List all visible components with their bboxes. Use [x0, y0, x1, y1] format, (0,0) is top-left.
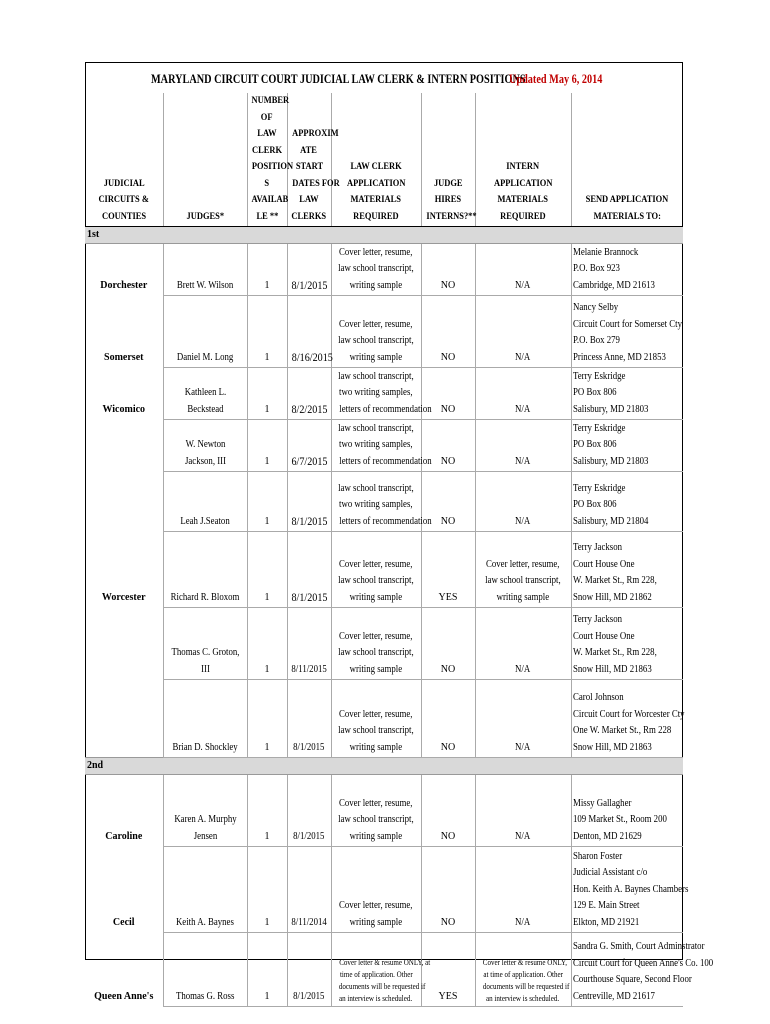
judge-cell: [163, 244, 247, 296]
materials-line: two writing samples,: [339, 499, 413, 510]
intern-line: at time of application. Other: [483, 970, 563, 979]
send-to-line: Terry Jackson: [572, 614, 622, 625]
materials-cell: [331, 847, 421, 933]
intern-line: N/A: [515, 663, 531, 675]
intern-line: N/A: [515, 455, 531, 467]
materials-line: writing sample: [349, 591, 403, 603]
materials-line: letters of recommendation: [338, 455, 432, 467]
materials-line: writing sample: [349, 830, 403, 842]
start-date: 6/7/2015: [291, 455, 327, 468]
table-row: [85, 532, 683, 608]
send-to-line: Snow Hill, MD 21863: [572, 663, 652, 675]
county-cell: Caroline: [105, 831, 143, 842]
materials-line: writing sample: [349, 351, 403, 363]
start-date: 8/11/2015: [291, 663, 327, 675]
positions-cell: 1: [247, 532, 287, 608]
intern-line: N/A: [515, 916, 531, 928]
send-to-cell: [571, 775, 683, 847]
positions-table: [85, 93, 713, 1007]
materials-cell: [331, 472, 432, 532]
judge-name: Karen A. Murphy Jensen: [173, 814, 237, 842]
send-to-line: PO Box 806: [572, 439, 617, 450]
positions-cell: 1: [247, 933, 287, 1007]
judge-cell: [163, 933, 247, 1007]
materials-line: Cover letter, resume,: [339, 318, 413, 330]
table-row: [85, 420, 683, 472]
send-to-line: Terry Eskridge: [572, 370, 625, 382]
positions-cell: 1: [247, 608, 287, 680]
intern-cell: [475, 472, 571, 532]
intern-line: an interview is scheduled.: [486, 994, 560, 1003]
judge-name: Kathleen L. Beckstead: [184, 387, 226, 415]
send-to-line: Sandra G. Smith, Court Adminstrator: [572, 941, 705, 952]
updated-date: Updated May 6, 2014: [509, 72, 603, 86]
start-date-cell: [287, 847, 331, 933]
send-to-cell: [571, 608, 683, 680]
intern-cell: [475, 608, 571, 680]
materials-line: letters of recommendation: [338, 403, 432, 415]
judge-cell: [163, 847, 247, 933]
intern-cell: [475, 680, 571, 758]
judge-name: Keith A. Baynes: [176, 916, 234, 928]
judge-name: Leah J.Seaton: [180, 515, 230, 527]
send-to-line: Salisbury, MD 21803: [572, 403, 648, 415]
judge-cell: [163, 532, 247, 608]
col-intern: [475, 93, 571, 227]
header-circuits-line: CIRCUITS &: [98, 194, 149, 205]
header-hires-line: JUDGE: [433, 177, 463, 189]
start-date: 8/16/2015: [291, 351, 333, 364]
header-circuits-line: JUDICIAL: [103, 177, 145, 189]
header-intern-line: INTERN: [506, 161, 540, 172]
materials-cell: [331, 775, 421, 847]
header-hires-line: HIRES: [434, 194, 462, 205]
send-to-line: Hon. Keith A. Baynes Chambers: [572, 883, 688, 895]
page-title: MARYLAND CIRCUIT COURT JUDICIAL LAW CLERK & INTERN POSITIONS: [151, 72, 526, 86]
header-start-line: DATES FOR: [291, 177, 340, 189]
hires-cell: NO: [421, 244, 475, 296]
positions-cell: 1: [247, 472, 287, 532]
section-label: 2nd: [85, 758, 683, 775]
materials-line: Cover letter, resume,: [339, 708, 413, 720]
materials-line: an interview is scheduled.: [339, 994, 413, 1003]
send-to-line: One W. Market St., Rm 228: [572, 725, 671, 736]
send-to-line: Salisbury, MD 21803: [572, 455, 648, 467]
positions-cell: 1: [247, 680, 287, 758]
send-to-line: Centreville, MD 21617: [572, 990, 655, 1002]
send-to-line: PO Box 806: [572, 387, 617, 398]
table-row: [85, 244, 683, 296]
header-start-line: CLERKS: [291, 210, 327, 222]
send-to-line: Court House One: [572, 630, 635, 642]
table-row: [85, 775, 683, 847]
materials-cell: [331, 244, 421, 296]
send-to-line: PO Box 806: [572, 499, 617, 510]
intern-line: N/A: [515, 351, 531, 363]
start-date-cell: [287, 368, 331, 420]
send-to-line: Court House One: [572, 558, 635, 570]
materials-line: law school transcript,: [338, 335, 414, 346]
header-start-line: ATE: [300, 144, 318, 156]
materials-line: law school transcript,: [338, 263, 414, 274]
send-to-line: Judicial Assistant c/o: [572, 867, 647, 878]
county-cell: [85, 472, 163, 532]
header-hires-line: INTERNS?**: [425, 210, 477, 222]
materials-cell: [331, 368, 432, 420]
table-row: [85, 680, 683, 758]
materials-line: documents will be requested if: [338, 982, 425, 991]
positions-cell: 1: [247, 296, 287, 368]
judge-name: Daniel M. Long: [176, 351, 234, 363]
hires-cell: NO: [421, 680, 475, 758]
table-row: [85, 296, 683, 368]
materials-line: law school transcript,: [338, 725, 414, 736]
start-date: 8/1/2015: [293, 830, 325, 842]
send-to-line: W. Market St., Rm 228,: [572, 647, 657, 658]
positions-cell: 1: [247, 775, 287, 847]
send-to-line: Terry Eskridge: [572, 422, 625, 434]
section-row: [85, 758, 683, 775]
county-cell: Queen Anne's: [94, 991, 154, 1002]
materials-line: law school transcript,: [338, 575, 414, 586]
county-cell: Somerset: [104, 352, 144, 363]
materials-cell: [331, 933, 430, 1007]
materials-line: time of application. Other: [339, 970, 413, 979]
header-start-line: LAW: [299, 194, 319, 205]
intern-cell: [475, 933, 571, 1007]
materials-line: Cover letter, resume,: [339, 246, 413, 258]
judge-cell: [163, 472, 247, 532]
hires-cell: NO: [421, 847, 475, 933]
materials-cell: [331, 608, 421, 680]
intern-line: N/A: [515, 830, 531, 842]
positions-cell: 1: [247, 420, 287, 472]
table-row: [85, 933, 683, 1007]
judge-name: Thomas G. Ross: [175, 990, 235, 1002]
start-date-cell: [287, 420, 331, 472]
judge-name: Brett W. Wilson: [176, 279, 234, 291]
start-date: 8/2/2015: [291, 403, 327, 416]
send-to-line: Circuit Court for Queen Anne's Co. 100: [572, 957, 713, 969]
send-to-line: P.O. Box 923: [572, 263, 620, 274]
judge-cell: [163, 368, 247, 420]
county-cell: [85, 680, 163, 758]
materials-cell: [331, 680, 421, 758]
send-to-line: Snow Hill, MD 21862: [572, 591, 652, 603]
header-positions-line: CLERK: [251, 144, 283, 156]
start-date: 8/1/2015: [293, 741, 325, 753]
send-to-line: Missy Gallagher: [572, 797, 631, 809]
judge-name: W. Newton Jackson, III: [184, 439, 226, 467]
intern-line: Cover letter, resume,: [486, 558, 560, 570]
header-send-line: SEND APPLICATION: [585, 194, 669, 205]
hires-cell: YES: [421, 532, 475, 608]
header-positions-line: OF: [261, 111, 273, 123]
county-cell: [85, 420, 163, 472]
header-positions-line: POSITION: [251, 161, 293, 172]
hires-cell: NO: [421, 420, 475, 472]
col-send: [571, 93, 683, 227]
judge-name: Brian D. Shockley: [172, 741, 238, 753]
table-row: [85, 847, 683, 933]
send-to-line: Circuit Court for Somerset Cty: [572, 318, 682, 330]
send-to-cell: [571, 680, 683, 758]
judge-cell: [163, 775, 247, 847]
materials-line: writing sample: [349, 916, 403, 928]
col-materials: [331, 93, 421, 227]
materials-line: law school transcript,: [338, 422, 414, 434]
col-start: [287, 93, 340, 227]
send-to-line: Princess Anne, MD 21853: [572, 351, 666, 363]
start-date-cell: [287, 608, 331, 680]
intern-line: N/A: [515, 279, 531, 291]
send-to-cell: [571, 847, 688, 933]
header-intern-line: APPLICATION: [493, 177, 553, 189]
start-date-cell: [287, 775, 331, 847]
materials-line: Cover letter & resume ONLY, at: [338, 958, 430, 967]
intern-cell: [475, 244, 571, 296]
judge-name: Thomas C. Groton, III: [171, 647, 239, 675]
header-intern-line: REQUIRED: [500, 210, 546, 222]
col-circuits: [85, 93, 163, 227]
send-to-cell: [571, 420, 683, 472]
header-positions-line: LAW: [257, 128, 277, 139]
intern-cell: [475, 847, 571, 933]
intern-line: N/A: [515, 741, 531, 753]
send-to-line: W. Market St., Rm 228,: [572, 575, 657, 586]
intern-line: writing sample: [496, 591, 550, 603]
start-date: 8/1/2015: [291, 591, 327, 604]
send-to-line: Nancy Selby: [572, 302, 618, 313]
send-to-line: Melanie Brannock: [572, 246, 638, 258]
send-to-line: Denton, MD 21629: [572, 830, 642, 842]
send-to-cell: [571, 472, 683, 532]
col-positions: [247, 93, 293, 227]
send-to-cell: [571, 296, 683, 368]
hires-cell: NO: [421, 472, 475, 532]
header-positions-line: S: [264, 177, 270, 189]
hires-cell: NO: [421, 296, 475, 368]
county-cell: Worcester: [101, 592, 146, 603]
send-to-line: 109 Market St., Room 200: [572, 814, 667, 825]
table-row: [85, 368, 683, 420]
intern-line: law school transcript,: [485, 575, 561, 586]
header-start-line: START: [295, 161, 323, 172]
send-to-line: Terry Jackson: [572, 542, 622, 553]
section-row: [85, 227, 683, 244]
send-to-cell: [571, 368, 683, 420]
materials-line: writing sample: [349, 663, 403, 675]
header-positions-line: NUMBER: [251, 95, 289, 106]
send-to-line: Courthouse Square, Second Floor: [572, 974, 692, 985]
header-judges-line: JUDGES*: [186, 210, 224, 222]
send-to-cell: [571, 933, 713, 1007]
hires-cell: YES: [421, 933, 475, 1007]
materials-cell: [331, 532, 421, 608]
materials-line: law school transcript,: [338, 814, 414, 825]
judge-cell: [163, 296, 247, 368]
send-to-line: Sharon Foster: [572, 850, 622, 862]
start-date-cell: [287, 472, 331, 532]
materials-line: law school transcript,: [338, 370, 414, 382]
hires-cell: NO: [421, 775, 475, 847]
materials-line: two writing samples,: [339, 387, 413, 398]
start-date: 8/1/2015: [293, 990, 325, 1002]
county-cell: Wicomico: [102, 404, 146, 415]
send-to-line: 129 E. Main Street: [572, 900, 639, 911]
materials-line: Cover letter, resume,: [339, 630, 413, 642]
start-date-cell: [287, 680, 331, 758]
header-materials-line: LAW CLERK: [350, 161, 402, 172]
start-date-cell: [287, 532, 331, 608]
materials-line: law school transcript,: [338, 482, 414, 494]
send-to-line: P.O. Box 279: [572, 335, 620, 346]
materials-cell: [331, 420, 432, 472]
materials-line: Cover letter, resume,: [339, 900, 413, 911]
send-to-line: Circuit Court for Worcester Cty: [572, 708, 685, 720]
send-to-line: Elkton, MD 21921: [572, 916, 639, 928]
materials-line: letters of recommendation: [338, 515, 432, 527]
hires-cell: NO: [421, 608, 475, 680]
county-cell: [85, 608, 163, 680]
judge-cell: [163, 420, 247, 472]
judge-name: Richard R. Bloxom: [170, 591, 240, 603]
county-cell: Cecil: [112, 917, 135, 928]
header-row: [85, 93, 683, 227]
start-date-cell: [287, 296, 331, 368]
intern-line: documents will be requested if: [482, 982, 569, 991]
materials-line: law school transcript,: [338, 647, 414, 658]
header-materials-line: REQUIRED: [353, 210, 399, 222]
materials-line: writing sample: [349, 741, 403, 753]
judge-cell: [163, 608, 247, 680]
start-date: 8/1/2015: [291, 515, 327, 528]
table-row: [85, 472, 683, 532]
send-to-cell: [571, 532, 683, 608]
materials-line: Cover letter, resume,: [339, 558, 413, 570]
header-materials-line: APPLICATION: [346, 177, 406, 189]
intern-line: N/A: [515, 515, 531, 527]
header-positions-line: AVAILAB: [251, 194, 288, 205]
start-date-cell: [287, 933, 331, 1007]
send-to-line: Carol Johnson: [572, 692, 624, 703]
col-hires: [421, 93, 475, 227]
send-to-line: Terry Eskridge: [572, 482, 625, 494]
send-to-line: Salisbury, MD 21804: [572, 515, 648, 527]
intern-line: N/A: [515, 403, 531, 415]
materials-line: Cover letter, resume,: [339, 797, 413, 809]
intern-cell: [475, 296, 571, 368]
send-to-cell: [571, 244, 683, 296]
intern-cell: [475, 532, 571, 608]
send-to-line: Snow Hill, MD 21863: [572, 741, 652, 753]
intern-cell: [475, 368, 571, 420]
county-cell: Dorchester: [100, 280, 148, 291]
intern-cell: [475, 420, 571, 472]
col-judges: [163, 93, 247, 227]
start-date: 8/11/2014: [291, 916, 327, 928]
intern-line: Cover letter & resume ONLY,: [482, 958, 567, 967]
start-date: 8/1/2015: [291, 279, 327, 292]
header-materials-line: MATERIALS: [350, 194, 402, 205]
positions-cell: 1: [247, 244, 287, 296]
header-intern-line: MATERIALS: [497, 194, 549, 205]
start-date-cell: [287, 244, 331, 296]
hires-cell: NO: [421, 368, 475, 420]
header-circuits-line: COUNTIES: [101, 210, 146, 222]
positions-cell: 1: [247, 368, 287, 420]
materials-line: writing sample: [349, 279, 403, 291]
header-start-line: APPROXIM: [291, 128, 339, 139]
intern-cell: [475, 775, 571, 847]
judge-cell: [163, 680, 247, 758]
materials-line: two writing samples,: [339, 439, 413, 450]
header-positions-line: LE **: [256, 210, 278, 222]
send-to-line: Cambridge, MD 21613: [572, 279, 655, 291]
header-send-line: MATERIALS TO:: [593, 210, 661, 222]
materials-cell: [331, 296, 421, 368]
table-row: [85, 608, 683, 680]
section-label: 1st: [85, 227, 683, 244]
positions-cell: 1: [247, 847, 287, 933]
